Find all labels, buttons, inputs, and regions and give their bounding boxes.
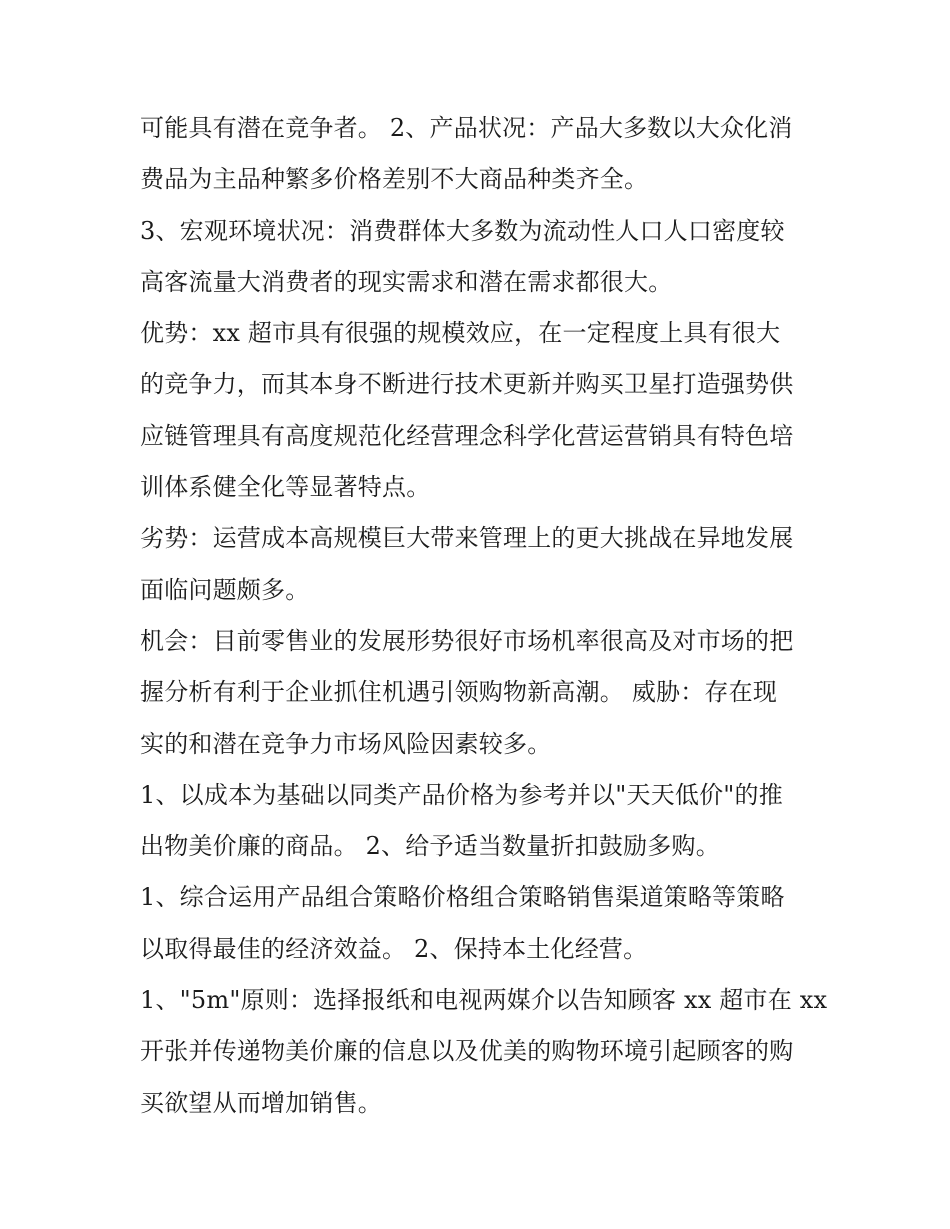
- text-line: 费品为主品种繁多价格差别不大商品种类齐全。: [140, 165, 649, 194]
- document-body: [140, 103, 828, 1129]
- text-line: 3、宏观环境状况：消费群体大多数为流动性人口人口密度较: [140, 216, 785, 245]
- text-line: 以取得最佳的经济效益。 2、保持本土化经营。: [140, 934, 648, 963]
- text-line: 1、以成本为基础以同类产品价格为参考并以"天天低价"的推: [140, 780, 783, 809]
- text-line: 训体系健全化等显著特点。: [140, 473, 431, 502]
- text-line: 机会：目前零售业的发展形势很好市场机率很高及对市场的把: [140, 626, 794, 655]
- text-line: 出物美价廉的商品。 2、给予适当数量折扣鼓励多购。: [140, 832, 720, 861]
- text-line: 握分析有利于企业抓住机遇引领购物新高潮。 威胁：存在现: [140, 678, 778, 707]
- text-line: 买欲望从而增加销售。: [140, 1088, 382, 1117]
- text-line: 应链管理具有高度规范化经营理念科学化营运营销具有特色培: [140, 421, 794, 450]
- text-line: 面临问题颇多。: [140, 575, 310, 604]
- text-line: 可能具有潜在竞争者。 2、产品状况：产品大多数以大众化消: [140, 114, 793, 142]
- text-line: 1、"5m"原则：选择报纸和电视两媒介以告知顾客 xx 超市在 xx: [140, 986, 828, 1015]
- text-line: 优势：xx 超市具有很强的规模效应，在一定程度上具有很大: [140, 319, 781, 348]
- text-line: 高客流量大消费者的现实需求和潜在需求都很大。: [140, 267, 673, 296]
- text-line: 开张并传递物美价廉的信息以及优美的购物环境引起顾客的购: [140, 1037, 794, 1066]
- text-line: 实的和潜在竞争力市场风险因素较多。: [140, 729, 552, 758]
- text-line: 的竞争力，而其本身不断进行技术更新并购买卫星打造强势供: [140, 370, 794, 399]
- text-line: 劣势：运营成本高规模巨大带来管理上的更大挑战在异地发展: [140, 524, 794, 553]
- text-line: 1、综合运用产品组合策略价格组合策略销售渠道策略等策略: [140, 883, 785, 912]
